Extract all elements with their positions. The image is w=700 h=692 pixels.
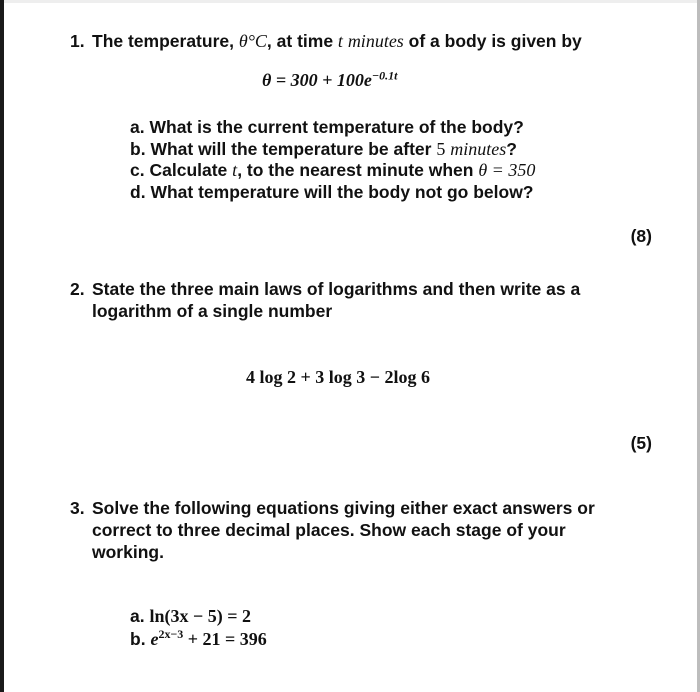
question-3-number: 3. [70,498,85,518]
question-2-marks: (5) [630,433,652,453]
question-1-parts [130,117,535,203]
question-3-part-b: b. $e^{2x-3} + 21 = 396$ [130,626,267,649]
question-1-part-b: b. What will the temperature be after 5 minutes? [130,138,517,159]
left-border [0,0,4,692]
question-1-equation: $\theta = 300 + 100e^{-0.1t}$ [262,68,398,90]
question-3-part-a: a. ln(3x − 5) = 2 [130,606,251,626]
question-3: 3. Solve the following equations giving either exact answers or correct to three decimal places. Show each stage of your working. [70,498,595,562]
question-3-parts [130,606,267,650]
question-1-part-c: c. Calculate t, to the nearest minute when θ = 350 [130,160,536,180]
top-border [0,0,700,3]
question-1: 1. The temperature, θ°C, at time t minutes of a body is given by [70,31,582,51]
question-2: 2. State the three main laws of logarithms and then write as a logarithm of a single number [70,279,581,321]
question-1-marks: (8) [630,226,652,246]
question-2-expression: 4 log 2 + 3 log 3 − 2log 6 [246,367,431,387]
question-1-number: 1. [70,31,85,51]
question-1-part-d: d. What temperature will the body not go below? [130,181,534,202]
question-2-number: 2. [70,279,85,299]
question-1-part-a: a. What is the current temperature of the body? [130,117,524,137]
